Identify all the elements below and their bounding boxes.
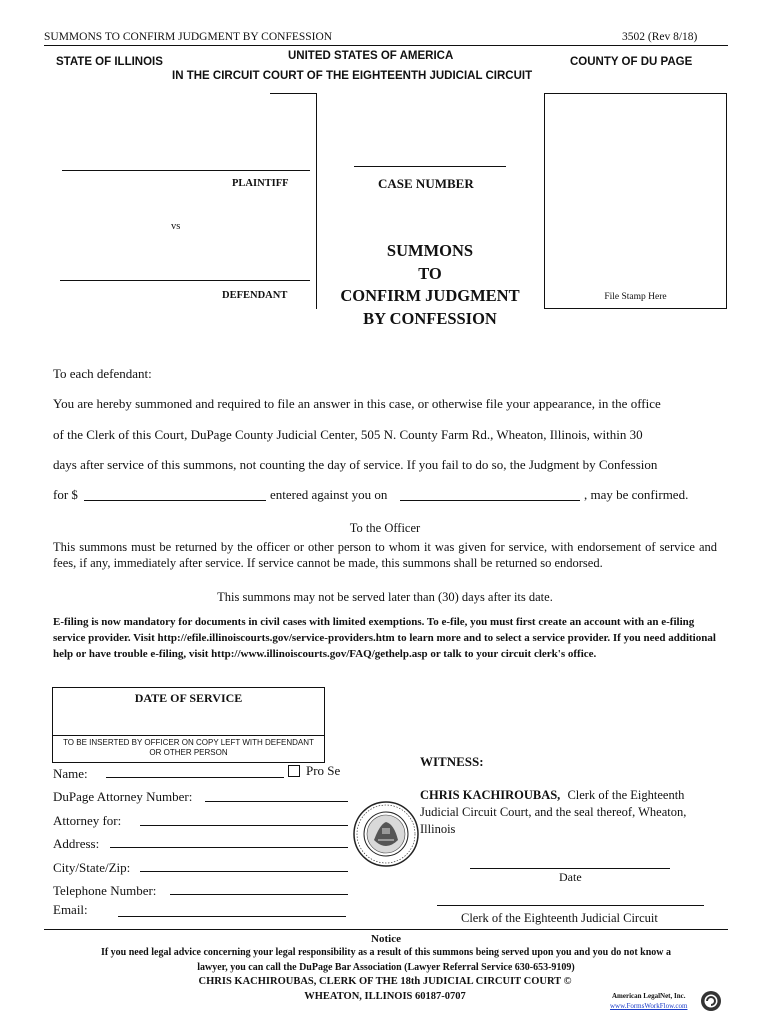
summons-text-line-1: You are hereby summoned and required to file an answer in this case, or otherwise file your appearance, in the office bbox=[53, 396, 661, 411]
file-stamp-box bbox=[544, 93, 727, 309]
defendant-label: DEFENDANT bbox=[222, 290, 288, 301]
publisher-logo-icon bbox=[700, 990, 722, 1012]
city-state-zip-field[interactable] bbox=[140, 871, 348, 872]
date-of-service-divider bbox=[53, 735, 324, 736]
state-name: STATE OF ILLINOIS bbox=[56, 56, 163, 68]
officer-instructions: This summons must be returned by the officer or other person to whom it was given for service, with endorsement of service and fees, if any, immediately after service. If service cannot be made, this summons shall be returned so endorsed. bbox=[53, 540, 717, 570]
plaintiff-label: PLAINTIFF bbox=[232, 178, 289, 189]
attorney-number-label: DuPage Attorney Number: bbox=[53, 789, 193, 804]
plaintiff-box-border bbox=[316, 93, 317, 309]
address-field[interactable] bbox=[110, 847, 348, 848]
footer-address-line: WHEATON, ILLINOIS 60187-0707 bbox=[304, 991, 466, 1002]
witness-clerk-line-1 bbox=[420, 788, 684, 803]
witness-label: WITNESS: bbox=[420, 754, 484, 769]
court-seal-icon bbox=[352, 800, 420, 868]
nation-title: UNITED STATES OF AMERICA bbox=[288, 50, 454, 62]
service-note-line-1: TO BE INSERTED BY OFFICER ON COPY LEFT WITH DEFENDANT bbox=[63, 738, 314, 747]
officer-heading: To the Officer bbox=[349, 521, 421, 535]
publisher-name: American LegalNet, Inc. bbox=[612, 992, 686, 1000]
county-name: COUNTY OF DU PAGE bbox=[570, 56, 693, 68]
clerk-title-part-1: Clerk of the Eighteenth bbox=[567, 788, 685, 802]
title-line-2: TO bbox=[418, 263, 442, 283]
date-of-service-box[interactable] bbox=[52, 687, 325, 763]
document-title bbox=[320, 240, 540, 330]
case-number-label: CASE NUMBER bbox=[378, 176, 474, 191]
summons-text-line-3: days after service of this summons, not counting the day of service. If you fail to do so, the Judgment by Confession bbox=[53, 457, 658, 472]
judgment-date-field[interactable] bbox=[400, 500, 580, 501]
notice-line-1: If you need legal advice concerning your legal responsibility as a result of this summons being served upon you and you do not know a bbox=[100, 947, 672, 958]
attorney-for-field[interactable] bbox=[140, 825, 348, 826]
entered-label: entered against you on bbox=[270, 487, 388, 502]
clerk-signature-label: Clerk of the Eighteenth Judicial Circuit bbox=[461, 911, 658, 925]
notice-line-2: lawyer, you can call the DuPage Bar Association (Lawyer Referral Service 630-653-9109) bbox=[197, 962, 575, 973]
attorney-number-field[interactable] bbox=[205, 801, 348, 802]
summons-text-line-2: of the Clerk of this Court, DuPage County Judicial Center, 505 N. County Farm Rd., Wheaton, Illinois, within 30 bbox=[53, 427, 643, 442]
officer-time-limit: This summons may not be served later than (30) days after its date. bbox=[217, 590, 553, 604]
witness-clerk-line-2: Judicial Circuit Court, and the seal thereof, Wheaton, bbox=[420, 805, 687, 819]
title-line-1: SUMMONS bbox=[386, 241, 474, 260]
name-field[interactable] bbox=[106, 777, 284, 778]
defendant-name-field[interactable] bbox=[60, 280, 310, 281]
service-note-line-2: OR OTHER PERSON bbox=[149, 748, 228, 757]
plaintiff-box-top bbox=[270, 93, 316, 94]
date-of-service-title: DATE OF SERVICE bbox=[134, 691, 243, 705]
telephone-field[interactable] bbox=[170, 894, 348, 895]
title-line-3: CONFIRM JUDGMENT bbox=[340, 286, 520, 305]
footer-clerk-line: CHRIS KACHIROUBAS, CLERK OF THE 18th JUDICIAL CIRCUIT COURT © bbox=[198, 976, 572, 987]
pro-se-label: Pro Se bbox=[306, 763, 341, 778]
amount-label: for $ bbox=[53, 487, 78, 502]
court-name: IN THE CIRCUIT COURT OF THE EIGHTEENTH JUDICIAL CIRCUIT bbox=[172, 70, 533, 82]
plaintiff-name-field[interactable] bbox=[62, 170, 310, 171]
notice-rule bbox=[44, 929, 728, 930]
attorney-for-label: Attorney for: bbox=[53, 813, 122, 828]
form-title: SUMMONS TO CONFIRM JUDGMENT BY CONFESSION bbox=[44, 31, 333, 43]
file-stamp-label: File Stamp Here bbox=[604, 292, 667, 302]
email-label: Email: bbox=[53, 902, 88, 917]
address-label: Address: bbox=[53, 836, 100, 851]
versus-label: vs bbox=[171, 221, 181, 232]
notice-heading: Notice bbox=[371, 933, 401, 945]
telephone-label: Telephone Number: bbox=[53, 883, 157, 898]
title-line-4: BY CONFESSION bbox=[363, 308, 497, 328]
clerk-signature-field[interactable] bbox=[437, 905, 704, 906]
form-number: 3502 (Rev 8/18) bbox=[622, 31, 698, 43]
amount-field[interactable] bbox=[84, 500, 266, 501]
name-label: Name: bbox=[53, 766, 88, 781]
city-state-zip-label: City/State/Zip: bbox=[53, 860, 131, 875]
email-field[interactable] bbox=[118, 916, 346, 917]
witness-date-label: Date bbox=[559, 870, 582, 884]
clerk-name: CHRIS KACHIROUBAS, bbox=[420, 788, 561, 802]
confirmed-label: , may be confirmed. bbox=[584, 487, 689, 502]
pro-se-checkbox[interactable] bbox=[288, 765, 300, 777]
case-number-field[interactable] bbox=[354, 166, 506, 167]
greeting: To each defendant: bbox=[53, 366, 152, 381]
witness-clerk-line-3: Illinois bbox=[420, 822, 456, 836]
header-rule bbox=[44, 45, 728, 46]
witness-date-field[interactable] bbox=[470, 868, 670, 869]
publisher-url[interactable]: www.FormsWorkFlow.com bbox=[610, 1002, 688, 1010]
efiling-notice: E-filing is now mandatory for documents in civil cases with limited exemptions. To e-file, you must first create an account with an e-filing service provider. Visit http://efile.illinoiscourts.gov/service-providers.htm to learn more and to select a service provider. If you need additional help or have trouble e-filing, visit http://www.illinoiscourts.gov/FAQ/gethelp.asp or talk to your circuit clerk's office. bbox=[53, 616, 716, 660]
